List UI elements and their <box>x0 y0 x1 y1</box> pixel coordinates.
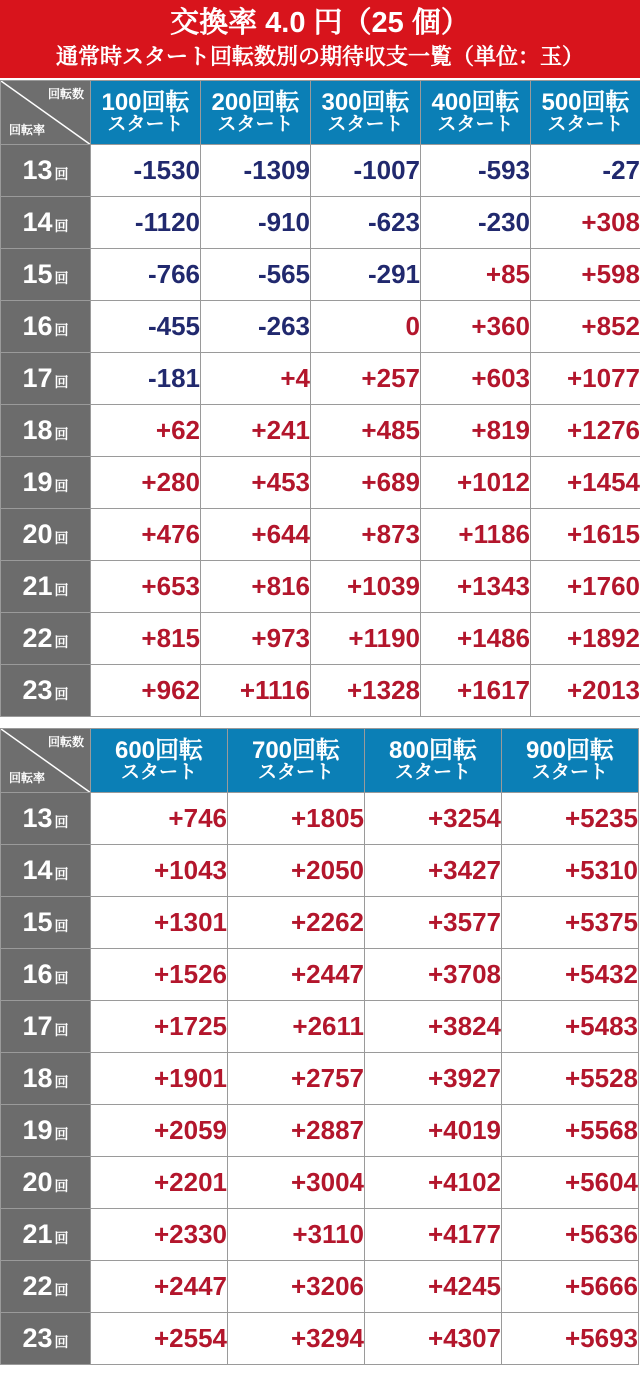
table-cell: -1530 <box>91 145 201 197</box>
row-header <box>1 353 91 405</box>
table-cell: +2262 <box>228 897 365 949</box>
table-cell: +4 <box>201 353 311 405</box>
table-cell: +1901 <box>91 1053 228 1105</box>
table-cell: +5235 <box>502 793 639 845</box>
row-header <box>1 613 91 665</box>
table-row <box>1 301 640 353</box>
row-header <box>1 301 91 353</box>
table-cell: +819 <box>421 405 531 457</box>
table-cell: -27 <box>531 145 640 197</box>
table-cell: +360 <box>421 301 531 353</box>
table-cell: +2554 <box>91 1313 228 1365</box>
column-header <box>228 729 365 793</box>
row-rate-unit: 回 <box>54 426 69 442</box>
table-cell: +1012 <box>421 457 531 509</box>
table-row <box>1 949 639 1001</box>
row-rate-value: 14 <box>22 855 53 885</box>
row-rate-unit: 回 <box>54 322 69 338</box>
row-header <box>1 1313 91 1365</box>
table-cell: +2611 <box>228 1001 365 1053</box>
table-cell: +3206 <box>228 1261 365 1313</box>
table-cell: +1116 <box>201 665 311 717</box>
table-cell: +4307 <box>365 1313 502 1365</box>
table-cell: +5432 <box>502 949 639 1001</box>
row-rate-value: 21 <box>22 1219 53 1249</box>
table-cell: +1039 <box>311 561 421 613</box>
column-header <box>502 729 639 793</box>
column-header <box>365 729 502 793</box>
table-cell: +5666 <box>502 1261 639 1313</box>
row-rate-value: 20 <box>22 1167 53 1197</box>
table-cell: +1805 <box>228 793 365 845</box>
row-rate-value: 18 <box>22 1063 53 1093</box>
table-cell: -230 <box>421 197 531 249</box>
corner-label-rate: 回転率 <box>9 771 46 785</box>
row-rate-unit: 回 <box>54 866 69 882</box>
row-rate-value: 16 <box>22 959 53 989</box>
table-cell: +257 <box>311 353 421 405</box>
table-row <box>1 509 640 561</box>
table-row <box>1 1053 639 1105</box>
table-cell: +1892 <box>531 613 640 665</box>
table-cell: +3254 <box>365 793 502 845</box>
column-header-spins: 900回転 <box>525 736 615 764</box>
table-row <box>1 1001 639 1053</box>
table-cell: +453 <box>201 457 311 509</box>
table-cell: +746 <box>91 793 228 845</box>
row-header <box>1 249 91 301</box>
row-rate-unit: 回 <box>54 270 69 286</box>
row-rate-value: 13 <box>22 803 53 833</box>
header-row <box>1 81 640 145</box>
table-cell: +3927 <box>365 1053 502 1105</box>
row-rate-value: 15 <box>22 259 53 289</box>
row-header <box>1 793 91 845</box>
table-cell: -181 <box>91 353 201 405</box>
column-header-spins: 500回転 <box>541 88 630 116</box>
row-rate-value: 17 <box>22 1011 53 1041</box>
table-cell: -1309 <box>201 145 311 197</box>
table-cell: +280 <box>91 457 201 509</box>
table-cell: +1043 <box>91 845 228 897</box>
table-cell: +1454 <box>531 457 640 509</box>
row-rate-unit: 回 <box>54 1022 69 1038</box>
table-cell: +1615 <box>531 509 640 561</box>
header-row <box>1 729 639 793</box>
table-cell: +852 <box>531 301 640 353</box>
table-cell: +598 <box>531 249 640 301</box>
table-cell: -910 <box>201 197 311 249</box>
table-cell: -1007 <box>311 145 421 197</box>
column-header <box>311 81 421 145</box>
row-rate-value: 14 <box>22 207 53 237</box>
row-header <box>1 145 91 197</box>
row-rate-unit: 回 <box>54 918 69 934</box>
row-rate-unit: 回 <box>54 1282 69 1298</box>
expected-value-table-2 <box>0 728 639 1365</box>
table-cell: +1725 <box>91 1001 228 1053</box>
row-rate-value: 23 <box>22 675 53 705</box>
column-header-spins: 100回転 <box>101 88 190 116</box>
table-cell: +815 <box>91 613 201 665</box>
table-cell: -565 <box>201 249 311 301</box>
table-cell: +3294 <box>228 1313 365 1365</box>
table-cell: -593 <box>421 145 531 197</box>
table-cell: +2059 <box>91 1105 228 1157</box>
column-header-start: スタート <box>217 114 294 136</box>
table-cell: +1276 <box>531 405 640 457</box>
row-header <box>1 197 91 249</box>
row-header <box>1 509 91 561</box>
table-cell: +3110 <box>228 1209 365 1261</box>
table-row <box>1 1313 639 1365</box>
column-header <box>91 81 201 145</box>
table-cell: +1301 <box>91 897 228 949</box>
row-header <box>1 1053 91 1105</box>
row-rate-value: 20 <box>22 519 53 549</box>
row-rate-unit: 回 <box>54 1126 69 1142</box>
table-cell: +485 <box>311 405 421 457</box>
column-header-start: スタート <box>257 762 334 784</box>
table-cell: 0 <box>311 301 421 353</box>
corner-cell <box>1 81 91 145</box>
row-rate-value: 19 <box>22 467 53 497</box>
corner-label-spins: 回転数 <box>47 735 84 749</box>
table-cell: -455 <box>91 301 201 353</box>
table-cell: +644 <box>201 509 311 561</box>
table-cell: +2447 <box>228 949 365 1001</box>
table-cell: +3824 <box>365 1001 502 1053</box>
expected-value-table-1 <box>0 80 640 717</box>
row-rate-unit: 回 <box>54 634 69 650</box>
row-rate-unit: 回 <box>54 1230 69 1246</box>
row-rate-value: 21 <box>22 571 53 601</box>
column-header-start: スタート <box>327 114 404 136</box>
table-row <box>1 665 640 717</box>
table-cell: +3427 <box>365 845 502 897</box>
table-cell: +5528 <box>502 1053 639 1105</box>
column-header-spins: 700回転 <box>251 736 341 764</box>
row-rate-value: 13 <box>22 155 53 185</box>
table-cell: +1486 <box>421 613 531 665</box>
table-cell: +2447 <box>91 1261 228 1313</box>
table-cell: +85 <box>421 249 531 301</box>
table-cell: +653 <box>91 561 201 613</box>
table-cell: +3577 <box>365 897 502 949</box>
table-cell: +4245 <box>365 1261 502 1313</box>
column-header-start: スタート <box>547 114 624 136</box>
table-row <box>1 897 639 949</box>
table-cell: +5568 <box>502 1105 639 1157</box>
table-cell: +2013 <box>531 665 640 717</box>
table-cell: +3004 <box>228 1157 365 1209</box>
row-rate-unit: 回 <box>54 814 69 830</box>
table-cell: +2050 <box>228 845 365 897</box>
table-cell: +603 <box>421 353 531 405</box>
row-rate-unit: 回 <box>54 374 69 390</box>
table-row <box>1 613 640 665</box>
column-header <box>91 729 228 793</box>
table-cell: +5693 <box>502 1313 639 1365</box>
table-cell: +873 <box>311 509 421 561</box>
column-header <box>531 81 640 145</box>
row-header <box>1 665 91 717</box>
table-row <box>1 1261 639 1313</box>
table-cell: +5483 <box>502 1001 639 1053</box>
row-rate-unit: 回 <box>54 1334 69 1350</box>
column-header-spins: 800回転 <box>388 736 478 764</box>
table-row <box>1 793 639 845</box>
row-header <box>1 1105 91 1157</box>
row-header <box>1 1261 91 1313</box>
row-rate-value: 23 <box>22 1323 53 1353</box>
table-row <box>1 197 640 249</box>
table-cell: +4102 <box>365 1157 502 1209</box>
table-cell: +2887 <box>228 1105 365 1157</box>
row-rate-unit: 回 <box>54 478 69 494</box>
table-row <box>1 561 640 613</box>
row-rate-unit: 回 <box>54 166 69 182</box>
corner-label-spins: 回転数 <box>47 87 84 101</box>
table-cell: +1617 <box>421 665 531 717</box>
table-row <box>1 353 640 405</box>
table-cell: +2201 <box>91 1157 228 1209</box>
page-title: 交換率 4.0 円（25 個） <box>170 7 470 39</box>
row-rate-value: 17 <box>22 363 53 393</box>
row-rate-unit: 回 <box>54 582 69 598</box>
table-cell: +2330 <box>91 1209 228 1261</box>
column-header-start: スタート <box>394 762 471 784</box>
column-header <box>201 81 311 145</box>
table-cell: +816 <box>201 561 311 613</box>
table-cell: +5310 <box>502 845 639 897</box>
row-header <box>1 1157 91 1209</box>
table-row <box>1 1105 639 1157</box>
table-cell: +1077 <box>531 353 640 405</box>
table-cell: +1343 <box>421 561 531 613</box>
table-cell: -623 <box>311 197 421 249</box>
column-header <box>421 81 531 145</box>
column-header-spins: 300回転 <box>321 88 410 116</box>
column-header-spins: 600回転 <box>114 736 204 764</box>
table-cell: +689 <box>311 457 421 509</box>
column-header-spins: 400回転 <box>431 88 520 116</box>
column-header-start: スタート <box>107 114 184 136</box>
table-row <box>1 145 640 197</box>
table-cell: +973 <box>201 613 311 665</box>
row-header <box>1 405 91 457</box>
row-header <box>1 457 91 509</box>
table-cell: +1190 <box>311 613 421 665</box>
table-cell: -291 <box>311 249 421 301</box>
row-rate-unit: 回 <box>54 530 69 546</box>
corner-cell <box>1 729 91 793</box>
table-cell: +5375 <box>502 897 639 949</box>
row-rate-value: 15 <box>22 907 53 937</box>
column-header-start: スタート <box>120 762 197 784</box>
table-cell: -766 <box>91 249 201 301</box>
row-header <box>1 561 91 613</box>
table-cell: +476 <box>91 509 201 561</box>
column-header-spins: 200回転 <box>211 88 300 116</box>
row-rate-value: 22 <box>22 1271 53 1301</box>
table-cell: -263 <box>201 301 311 353</box>
title-banner <box>0 0 640 78</box>
corner-label-rate: 回転率 <box>9 123 46 137</box>
table-row <box>1 249 640 301</box>
row-rate-unit: 回 <box>54 1074 69 1090</box>
table-cell: -1120 <box>91 197 201 249</box>
table-cell: +241 <box>201 405 311 457</box>
row-rate-unit: 回 <box>54 1178 69 1194</box>
row-rate-value: 16 <box>22 311 53 341</box>
table-cell: +1328 <box>311 665 421 717</box>
table-cell: +1760 <box>531 561 640 613</box>
table-cell: +4019 <box>365 1105 502 1157</box>
row-header <box>1 949 91 1001</box>
table-row <box>1 1209 639 1261</box>
table-cell: +5604 <box>502 1157 639 1209</box>
table-cell: +308 <box>531 197 640 249</box>
row-rate-unit: 回 <box>54 970 69 986</box>
column-header-start: スタート <box>531 762 608 784</box>
table-cell: +3708 <box>365 949 502 1001</box>
table-cell: +62 <box>91 405 201 457</box>
row-header <box>1 845 91 897</box>
table-cell: +2757 <box>228 1053 365 1105</box>
table-row <box>1 405 640 457</box>
table-row <box>1 457 640 509</box>
table-cell: +1526 <box>91 949 228 1001</box>
table-cell: +4177 <box>365 1209 502 1261</box>
row-rate-unit: 回 <box>54 686 69 702</box>
column-header-start: スタート <box>437 114 514 136</box>
table-row <box>1 845 639 897</box>
table-cell: +962 <box>91 665 201 717</box>
table-row <box>1 1157 639 1209</box>
row-header <box>1 1209 91 1261</box>
row-rate-value: 22 <box>22 623 53 653</box>
table-cell: +5636 <box>502 1209 639 1261</box>
row-rate-unit: 回 <box>54 218 69 234</box>
row-header <box>1 897 91 949</box>
page-subtitle: 通常時スタート回転数別の期待収支一覧（単位：玉） <box>55 44 584 69</box>
row-header <box>1 1001 91 1053</box>
row-rate-value: 19 <box>22 1115 53 1145</box>
row-rate-value: 18 <box>22 415 53 445</box>
table-cell: +1186 <box>421 509 531 561</box>
